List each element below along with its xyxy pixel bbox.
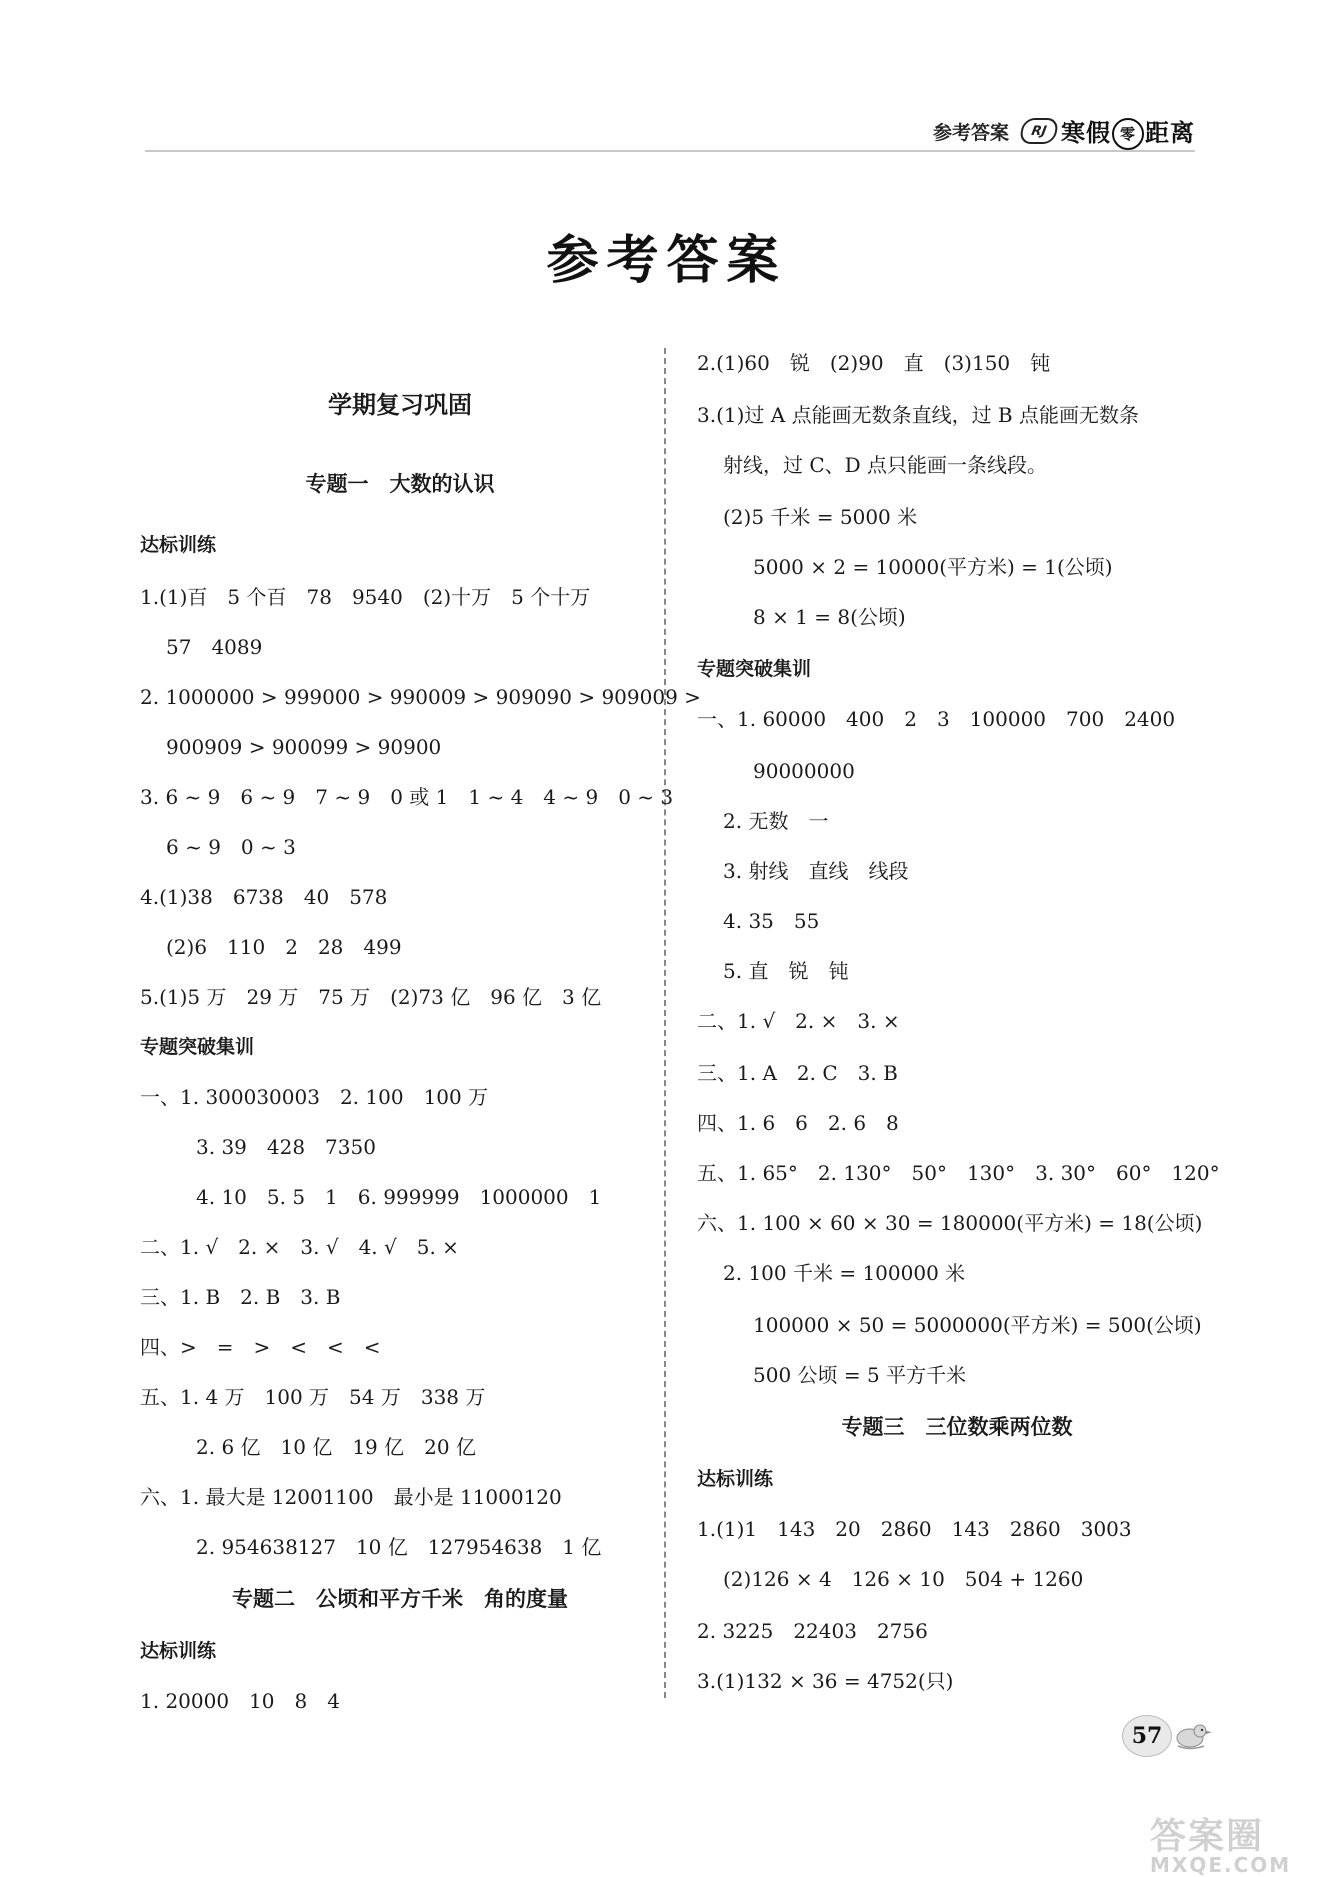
topic-heading: 专题二 公顷和平方千米 角的度量 bbox=[232, 1587, 568, 1611]
watermark-bottom: MXQE.COM bbox=[1150, 1853, 1292, 1877]
answer-line: 一、1. 300030003 2. 100 100 万 bbox=[140, 1085, 489, 1109]
answer-line: 3.(1)过 A 点能画无数条直线，过 B 点能画无数条 bbox=[697, 403, 1139, 427]
answer-line: 四、1. 6 6 2. 6 8 bbox=[697, 1111, 899, 1135]
answer-line: 90000000 bbox=[753, 759, 855, 783]
answer-line: 5.(1)5 万 29 万 75 万 (2)73 亿 96 亿 3 亿 bbox=[140, 985, 602, 1009]
header-rule bbox=[145, 150, 1195, 152]
header-label: 参考答案 bbox=[932, 121, 1009, 144]
answer-line: 四、> = > < < < bbox=[140, 1335, 381, 1359]
answer-line: 2. 954638127 10 亿 127954638 1 亿 bbox=[196, 1535, 602, 1559]
page-header bbox=[145, 112, 1195, 152]
answer-line: 三、1. A 2. C 3. B bbox=[697, 1061, 898, 1085]
answer-line: 8 × 1 = 8(公顷) bbox=[753, 605, 906, 629]
answer-line: (2)126 × 4 126 × 10 504 + 1260 bbox=[723, 1567, 1084, 1591]
answer-line: 2. 100 千米 = 100000 米 bbox=[723, 1261, 966, 1285]
answer-line: 二、1. √ 2. × 3. √ 4. √ 5. × bbox=[140, 1235, 459, 1259]
answer-line: 2. 无数 一 bbox=[723, 809, 829, 833]
subsection-heading: 达标训练 bbox=[140, 1640, 217, 1662]
subsection-heading: 达标训练 bbox=[140, 534, 217, 556]
answer-line: 3. 6 ~ 9 6 ~ 9 7 ~ 9 0 或 1 1 ~ 4 4 ~ 9 0 ~ 3 bbox=[140, 785, 674, 809]
answer-line: 2. 3225 22403 2756 bbox=[697, 1619, 928, 1643]
answer-line: 6 ~ 9 0 ~ 3 bbox=[166, 835, 296, 859]
answer-line: 五、1. 65° 2. 130° 50° 130° 3. 30° 60° 120° bbox=[697, 1161, 1220, 1185]
subsection-heading: 达标训练 bbox=[697, 1468, 774, 1490]
answer-line: 500 公顷 = 5 平方千米 bbox=[753, 1363, 967, 1387]
logo-zero-icon: 零 bbox=[1112, 118, 1144, 150]
answer-line: (2)6 110 2 28 499 bbox=[166, 935, 402, 959]
answer-line: 4.(1)38 6738 40 578 bbox=[140, 885, 388, 909]
watermark bbox=[1150, 1808, 1330, 1877]
answer-line: 三、1. B 2. B 3. B bbox=[140, 1285, 341, 1309]
column-divider bbox=[664, 348, 666, 1698]
answer-line: 2. 1000000 > 999000 > 990009 > 909090 > 909009 > bbox=[140, 685, 701, 709]
answer-line: 一、1. 60000 400 2 3 100000 700 2400 bbox=[697, 707, 1176, 731]
answer-line: 五、1. 4 万 100 万 54 万 338 万 bbox=[140, 1385, 486, 1409]
answer-line: 六、1. 100 × 60 × 30 = 180000(平方米) = 18(公顷) bbox=[697, 1211, 1203, 1235]
answer-line: 2. 6 亿 10 亿 19 亿 20 亿 bbox=[196, 1435, 476, 1459]
subsection-heading: 专题突破集训 bbox=[697, 658, 812, 680]
answer-line: 二、1. √ 2. × 3. × bbox=[697, 1009, 900, 1033]
answer-line: 5000 × 2 = 10000(平方米) = 1(公顷) bbox=[753, 555, 1113, 579]
answer-line: 3.(1)132 × 36 = 4752(只) bbox=[697, 1669, 954, 1693]
header-brand bbox=[933, 114, 1195, 148]
watermark-top: 答案圈 bbox=[1150, 1816, 1265, 1857]
page-number-badge bbox=[1112, 1710, 1222, 1760]
answer-line: 1.(1)1 143 20 2860 143 2860 3003 bbox=[697, 1517, 1132, 1541]
answer-line: 射线，过 C、D 点只能画一条线段。 bbox=[723, 453, 1048, 477]
answer-line: 六、1. 最大是 12001100 最小是 11000120 bbox=[140, 1485, 562, 1509]
series-logo bbox=[1021, 113, 1195, 150]
rj-badge: RJ bbox=[1019, 118, 1060, 144]
answer-line: 3. 39 428 7350 bbox=[196, 1135, 376, 1159]
answer-line: 57 4089 bbox=[166, 635, 263, 659]
answer-line: 1.(1)百 5 个百 78 9540 (2)十万 5 个十万 bbox=[140, 585, 591, 609]
topic-heading: 专题三 三位数乘两位数 bbox=[841, 1415, 1073, 1439]
logo-text: 寒假 零 距离 bbox=[1061, 113, 1195, 150]
answer-line: 900909 > 900099 > 90900 bbox=[166, 735, 442, 759]
section-heading: 学期复习巩固 bbox=[328, 391, 472, 419]
answer-line: 4. 35 55 bbox=[723, 909, 820, 933]
topic-heading: 专题一 大数的认识 bbox=[305, 472, 495, 496]
answer-line: 3. 射线 直线 线段 bbox=[723, 859, 909, 883]
answer-line: 5. 直 锐 钝 bbox=[723, 959, 849, 983]
answer-line: 2.(1)60 锐 (2)90 直 (3)150 钝 bbox=[697, 351, 1051, 375]
subsection-heading: 专题突破集训 bbox=[140, 1036, 255, 1058]
answer-line: 4. 10 5. 5 1 6. 999999 1000000 1 bbox=[196, 1185, 602, 1209]
answer-line: (2)5 千米 = 5000 米 bbox=[723, 505, 918, 529]
answer-line: 1. 20000 10 8 4 bbox=[140, 1689, 340, 1713]
page-title: 参考答案 bbox=[546, 230, 787, 291]
bird-icon bbox=[1170, 1718, 1214, 1752]
page-number: 57 bbox=[1122, 1715, 1172, 1757]
answer-line: 100000 × 50 = 5000000(平方米) = 500(公顷) bbox=[753, 1313, 1202, 1337]
